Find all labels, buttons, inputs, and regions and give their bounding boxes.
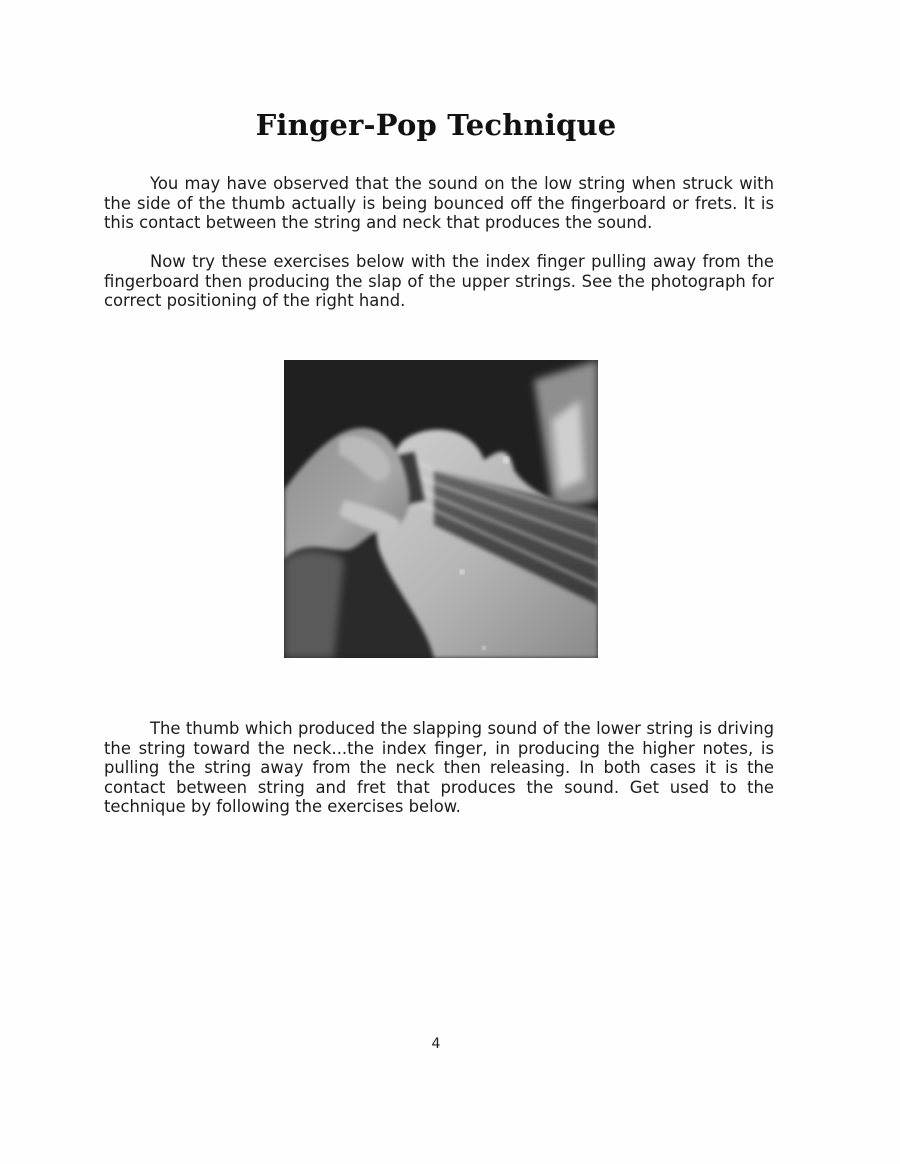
paragraph-intro: You may have observed that the sound on the low string when struck with the side of the thumb actually is being bounced off the fingerboard or frets. It is this contact between the string and neck that produces the sound.	[104, 174, 774, 232]
page-title: Finger-Pop Technique	[255, 108, 617, 142]
bass-hand-photograph	[284, 360, 598, 658]
page-number: 4	[431, 1036, 441, 1052]
paragraph-exercise-instructions: Now try these exercises below with the index finger pulling away from the fingerboard then producing the slap of the upper strings. See the photograph for correct positioning of the right hand.	[104, 252, 774, 310]
paragraph-explanation: The thumb which produced the slapping sound of the lower string is driving the string toward the neck...the index finger, in producing the higher notes, is pulling the string away from the neck then releasing. In both cases it is the contact between string and fret that produces the sound. Get used to the technique by following the exercises below.	[104, 719, 774, 816]
